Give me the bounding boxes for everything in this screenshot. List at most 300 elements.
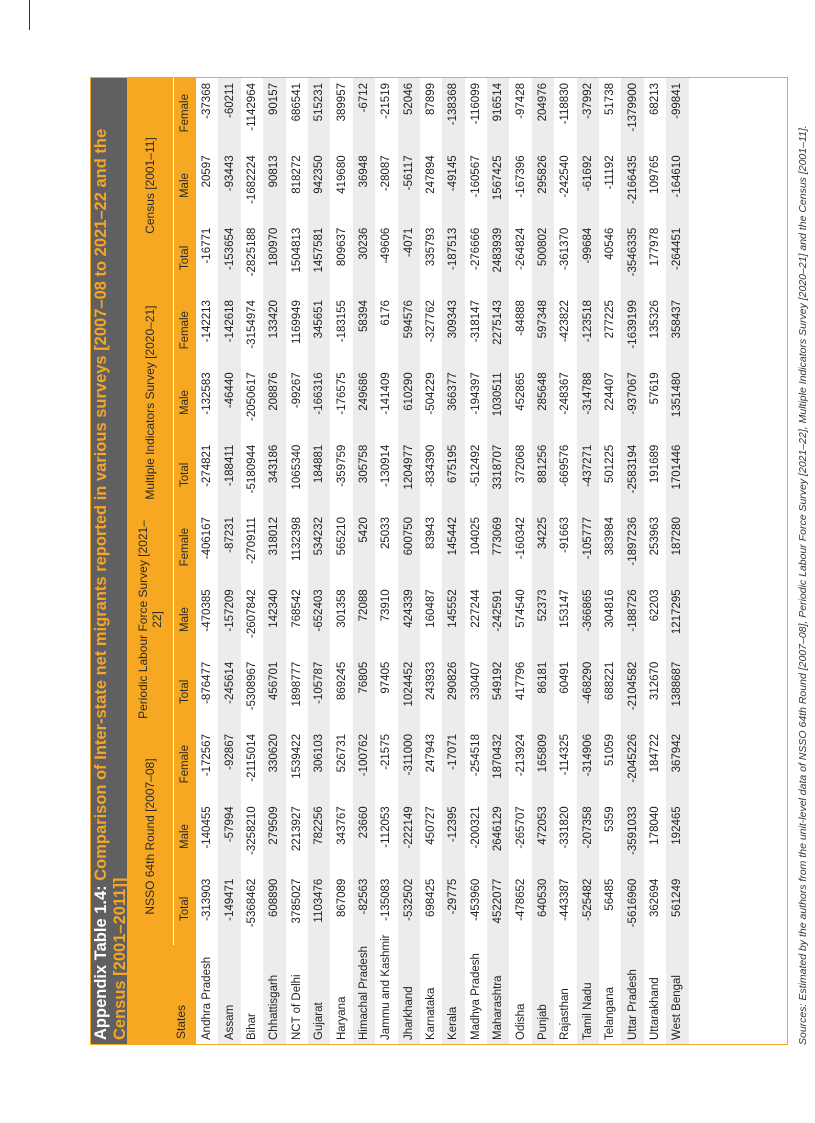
value-cell: 191689 [644,439,666,511]
value-cell: -1897236 [621,511,643,583]
value-cell: -183155 [330,294,352,366]
state-name-cell: Haryana [330,945,352,1045]
value-cell: 389957 [330,77,352,149]
value-cell: -468290 [577,656,599,728]
value-cell: 768542 [286,583,308,655]
value-cell: -265707 [509,800,531,872]
value-cell: -123518 [577,294,599,366]
value-cell: -105777 [577,511,599,583]
value-cell: -82563 [353,873,375,945]
value-cell: 145442 [442,511,464,583]
value-cell: 109765 [644,149,666,221]
value-cell: -112053 [375,800,397,872]
value-cell: -93443 [218,149,240,221]
value-cell: 358437 [666,294,688,366]
value-cell: 4522077 [487,873,509,945]
table-row [666,77,688,1045]
value-cell: -245614 [218,656,240,728]
sub-header-female: Female [174,728,197,800]
table-row [420,77,442,1045]
state-name-cell: Jharkhand [398,945,420,1045]
table-row [554,77,576,1045]
value-cell: 73910 [375,583,397,655]
value-cell: 3785027 [286,873,308,945]
sub-header-total: Total [174,656,197,728]
value-cell: -12395 [442,800,464,872]
value-cell: 809637 [330,222,352,294]
value-cell: 247894 [420,149,442,221]
value-cell: 549192 [487,656,509,728]
value-cell: 6176 [375,294,397,366]
sub-header-male: Male [174,800,197,872]
value-cell: 1539422 [286,728,308,800]
value-cell: 419680 [330,149,352,221]
migration-table [127,77,689,1045]
table-row [599,77,621,1045]
value-cell: 534232 [308,511,330,583]
value-cell: -254518 [465,728,487,800]
value-cell: -21575 [375,728,397,800]
group-header-mis: Multiple Indicators Survey [2020–21] [127,294,174,511]
value-cell: 1169949 [286,294,308,366]
value-cell: 165809 [532,728,554,800]
value-cell: 57619 [644,366,666,438]
value-cell: 1898777 [286,656,308,728]
value-cell: 330407 [465,656,487,728]
value-cell: -49145 [442,149,464,221]
value-cell: 343767 [330,800,352,872]
value-cell: 145552 [442,583,464,655]
value-cell: 881256 [532,439,554,511]
state-name-cell: Telangana [599,945,621,1045]
sub-header-female: Female [174,77,197,149]
value-cell: 249686 [353,366,375,438]
table-row [330,77,352,1045]
state-name-cell: Tamil Nadu [577,945,599,1045]
value-cell: 304816 [599,583,621,655]
value-cell: -366865 [577,583,599,655]
value-cell: 51738 [599,77,621,149]
value-cell: 83943 [420,511,442,583]
value-cell: -5308967 [241,656,263,728]
value-cell: 30236 [353,222,375,294]
state-name-cell: Karnataka [420,945,442,1045]
value-cell: -4071 [398,222,420,294]
value-cell: -2607842 [241,583,263,655]
table-row [442,77,464,1045]
value-cell: -157209 [218,583,240,655]
value-cell: -242540 [554,149,576,221]
value-cell: 187280 [666,511,688,583]
value-cell: -187513 [442,222,464,294]
value-cell: -28087 [375,149,397,221]
value-cell: -100762 [353,728,375,800]
value-cell: -160342 [509,511,531,583]
value-cell: 417796 [509,656,531,728]
value-cell: 1024452 [398,656,420,728]
state-name-cell: West Bengal [666,945,688,1045]
value-cell: 675195 [442,439,464,511]
value-cell: 869245 [330,656,352,728]
value-cell: 295826 [532,149,554,221]
sub-header-total: Total [174,222,197,294]
value-cell: 1504813 [286,222,308,294]
value-cell: -314788 [577,366,599,438]
value-cell: -1142964 [241,77,263,149]
value-cell: 60491 [554,656,576,728]
source-note: Sources: Estimated by the authors from the unit-level data of NSSO 64th Round [2007–08], Periodic Labour Force Survey [2021–22], Multiple Indicators Survey [2020–21] and the Census [2001–11]. [797,125,809,1045]
value-cell: 330620 [263,728,285,800]
value-cell: -142618 [218,294,240,366]
state-name-cell: Madhya Pradesh [465,945,487,1045]
value-cell: 1103476 [308,873,330,945]
value-cell: 501225 [599,439,621,511]
value-cell: 565210 [330,511,352,583]
value-cell: 51059 [599,728,621,800]
value-cell: 343186 [263,439,285,511]
value-cell: 1065340 [286,439,308,511]
value-cell: -99684 [577,222,599,294]
value-cell: -276666 [465,222,487,294]
value-cell: -2825188 [241,222,263,294]
value-cell: 597348 [532,294,554,366]
value-cell: -116099 [465,77,487,149]
value-cell: -222149 [398,800,420,872]
value-cell: 309343 [442,294,464,366]
value-cell: 192465 [666,800,688,872]
state-name-cell: Bihar [241,945,263,1045]
value-cell: 688221 [599,656,621,728]
state-name-cell: Odisha [509,945,531,1045]
value-cell: -167396 [509,149,531,221]
value-cell: 86181 [532,656,554,728]
table-row [241,77,263,1045]
value-cell: -5180944 [241,439,263,511]
state-name-cell: Andhra Pradesh [196,945,218,1045]
state-name-cell: Himachal Pradesh [353,945,375,1045]
value-cell: 1567425 [487,149,509,221]
value-cell: 243933 [420,656,442,728]
value-cell: 424339 [398,583,420,655]
value-cell: -406167 [196,511,218,583]
value-cell: 335793 [420,222,442,294]
appendix-table-block [90,77,689,1045]
value-cell: 594576 [398,294,420,366]
value-cell: 253963 [644,511,666,583]
value-cell: -423822 [554,294,576,366]
value-cell: 686541 [286,77,308,149]
value-cell: 916514 [487,77,509,149]
table-row [532,77,554,1045]
value-cell: 90157 [263,77,285,149]
state-name-cell: Gujarat [308,945,330,1045]
value-cell: -49606 [375,222,397,294]
table-title-label: Appendix Table 1.4: [92,885,110,1040]
value-cell: 561249 [666,873,688,945]
value-cell: 1388687 [666,656,688,728]
state-name-cell: Uttarakhand [644,945,666,1045]
value-cell: -478652 [509,873,531,945]
page-rule [29,0,30,30]
table-body [196,77,689,1045]
state-name-cell: Chhattisgarh [263,945,285,1045]
value-cell: 362694 [644,873,666,945]
value-cell: -1639199 [621,294,643,366]
value-cell: -60211 [218,77,240,149]
value-cell: -5616960 [621,873,643,945]
value-cell: 62203 [644,583,666,655]
value-cell: -46440 [218,366,240,438]
table-title-text: Comparison of Inter-state net migrants reported in various surveys [2007–08 to 2021–22 and the Census [2001–2011]] [92,128,129,1040]
value-cell: -207358 [577,800,599,872]
value-cell: 867089 [330,873,352,945]
value-cell: -470385 [196,583,218,655]
table-row [375,77,397,1045]
value-cell: -92867 [218,728,240,800]
value-cell: 20597 [196,149,218,221]
value-cell: 3318707 [487,439,509,511]
value-cell: -311000 [398,728,420,800]
value-cell: -99267 [286,366,308,438]
value-cell: 1351480 [666,366,688,438]
value-cell: 640530 [532,873,554,945]
value-cell: 227244 [465,583,487,655]
value-cell: -61692 [577,149,599,221]
table-row [353,77,375,1045]
value-cell: 279509 [263,800,285,872]
value-cell: -149471 [218,873,240,945]
value-cell: -669576 [554,439,576,511]
value-cell: 610290 [398,366,420,438]
value-cell: -141409 [375,366,397,438]
value-cell: 345651 [308,294,330,366]
value-cell: -91663 [554,511,576,583]
value-cell: 5420 [353,511,375,583]
sub-header-total: Total [174,439,197,511]
value-cell: -118830 [554,77,576,149]
value-cell: -937067 [621,366,643,438]
value-cell: 52373 [532,583,554,655]
value-cell: -194397 [465,366,487,438]
value-cell: 68213 [644,77,666,149]
group-header-census: Census [2001–11] [127,77,174,294]
value-cell: -2115014 [241,728,263,800]
value-cell: 76805 [353,656,375,728]
value-cell: -132583 [196,366,218,438]
value-cell: -17071 [442,728,464,800]
value-cell: 87899 [420,77,442,149]
value-cell: 90813 [263,149,285,221]
value-cell: 1132398 [286,511,308,583]
value-cell: -105787 [308,656,330,728]
value-cell: 600750 [398,511,420,583]
value-cell: -274821 [196,439,218,511]
value-cell: -200321 [465,800,487,872]
value-cell: -1379900 [621,77,643,149]
value-cell: 472053 [532,800,554,872]
value-cell: 1204977 [398,439,420,511]
value-cell: 133420 [263,294,285,366]
value-cell: -359759 [330,439,352,511]
value-cell: 942350 [308,149,330,221]
states-header: States [127,945,196,1045]
value-cell: 142340 [263,583,285,655]
value-cell: 372068 [509,439,531,511]
value-cell: -138368 [442,77,464,149]
value-cell: -37368 [196,77,218,149]
table-row [577,77,599,1045]
value-cell: -331820 [554,800,576,872]
value-cell: 1870432 [487,728,509,800]
value-cell: 104025 [465,511,487,583]
value-cell: 452865 [509,366,531,438]
value-cell: -188411 [218,439,240,511]
value-cell: -242591 [487,583,509,655]
value-cell: -512492 [465,439,487,511]
value-cell: -3591033 [621,800,643,872]
value-cell: 2275143 [487,294,509,366]
state-name-cell: Assam [218,945,240,1045]
value-cell: -525482 [577,873,599,945]
value-cell: 56485 [599,873,621,945]
table-row [218,77,240,1045]
state-name-cell: Uttar Pradesh [621,945,643,1045]
sub-header-male: Male [174,583,197,655]
value-cell: -3546335 [621,222,643,294]
value-cell: 23660 [353,800,375,872]
value-cell: -56117 [398,149,420,221]
value-cell: 1030511 [487,366,509,438]
value-cell: 224407 [599,366,621,438]
value-cell: -248367 [554,366,576,438]
value-cell: 698425 [420,873,442,945]
value-cell: -6712 [353,77,375,149]
table-row [644,77,666,1045]
sub-header-male: Male [174,149,197,221]
value-cell: 36948 [353,149,375,221]
value-cell: -264824 [509,222,531,294]
value-cell: -327762 [420,294,442,366]
value-cell: 25033 [375,511,397,583]
table-row [196,77,218,1045]
value-cell: 818272 [286,149,308,221]
value-cell: -3258210 [241,800,263,872]
value-cell: -97428 [509,77,531,149]
value-cell: -142213 [196,294,218,366]
value-cell: -453960 [465,873,487,945]
value-cell: 247943 [420,728,442,800]
sub-header-row [174,77,197,1045]
value-cell: -2583194 [621,439,643,511]
value-cell: -16771 [196,222,218,294]
value-cell: 277225 [599,294,621,366]
value-cell: -1682224 [241,149,263,221]
value-cell: 312670 [644,656,666,728]
sub-header-female: Female [174,294,197,366]
value-cell: -504229 [420,366,442,438]
value-cell: 58394 [353,294,375,366]
value-cell: -652403 [308,583,330,655]
value-cell: -130914 [375,439,397,511]
value-cell: 1217295 [666,583,688,655]
value-cell: -2045226 [621,728,643,800]
value-cell: 153147 [554,583,576,655]
value-cell: 34225 [532,511,554,583]
value-cell: 285648 [532,366,554,438]
value-cell: 1457581 [308,222,330,294]
value-cell: -114325 [554,728,576,800]
value-cell: -21519 [375,77,397,149]
value-cell: -443387 [554,873,576,945]
group-header-plfs: Periodic Labour Force Survey [2021–22] [127,511,174,728]
value-cell: 773069 [487,511,509,583]
value-cell: -160567 [465,149,487,221]
value-cell: -11192 [599,149,621,221]
value-cell: 318012 [263,511,285,583]
value-cell: 184722 [644,728,666,800]
value-cell: -37992 [577,77,599,149]
value-cell: -834390 [420,439,442,511]
value-cell: 52046 [398,77,420,149]
value-cell: 500802 [532,222,554,294]
table-row [465,77,487,1045]
table-row [487,77,509,1045]
value-cell: 290826 [442,656,464,728]
value-cell: 72088 [353,583,375,655]
value-cell: -84888 [509,294,531,366]
sub-header-male: Male [174,366,197,438]
state-name-cell: Jammu and Kashmir [375,945,397,1045]
value-cell: 178040 [644,800,666,872]
value-cell: -876477 [196,656,218,728]
value-cell: 574540 [509,583,531,655]
value-cell: -188726 [621,583,643,655]
value-cell: 2646129 [487,800,509,872]
group-header-nsso: NSSO 64th Round [2007–08] [127,728,174,945]
value-cell: 526731 [330,728,352,800]
table-row [263,77,285,1045]
value-cell: -314906 [577,728,599,800]
table-title-bar [90,77,127,1045]
value-cell: -2104582 [621,656,643,728]
state-name-cell: Maharashtra [487,945,509,1045]
value-cell: -5368462 [241,873,263,945]
value-cell: -2050617 [241,366,263,438]
value-cell: 456701 [263,656,285,728]
value-cell: -135083 [375,873,397,945]
value-cell: -318147 [465,294,487,366]
value-cell: 367942 [666,728,688,800]
table-row [621,77,643,1045]
value-cell: -2166435 [621,149,643,221]
value-cell: -87231 [218,511,240,583]
value-cell: -172567 [196,728,218,800]
value-cell: 2483939 [487,222,509,294]
value-cell: -532502 [398,873,420,945]
value-cell: 40546 [599,222,621,294]
sub-header-female: Female [174,511,197,583]
value-cell: -153654 [218,222,240,294]
value-cell: -99841 [666,77,688,149]
value-cell: 305758 [353,439,375,511]
value-cell: 5359 [599,800,621,872]
table-row [398,77,420,1045]
value-cell: 184881 [308,439,330,511]
table-row [509,77,531,1045]
table-row [286,77,308,1045]
value-cell: 177978 [644,222,666,294]
value-cell: 515231 [308,77,330,149]
